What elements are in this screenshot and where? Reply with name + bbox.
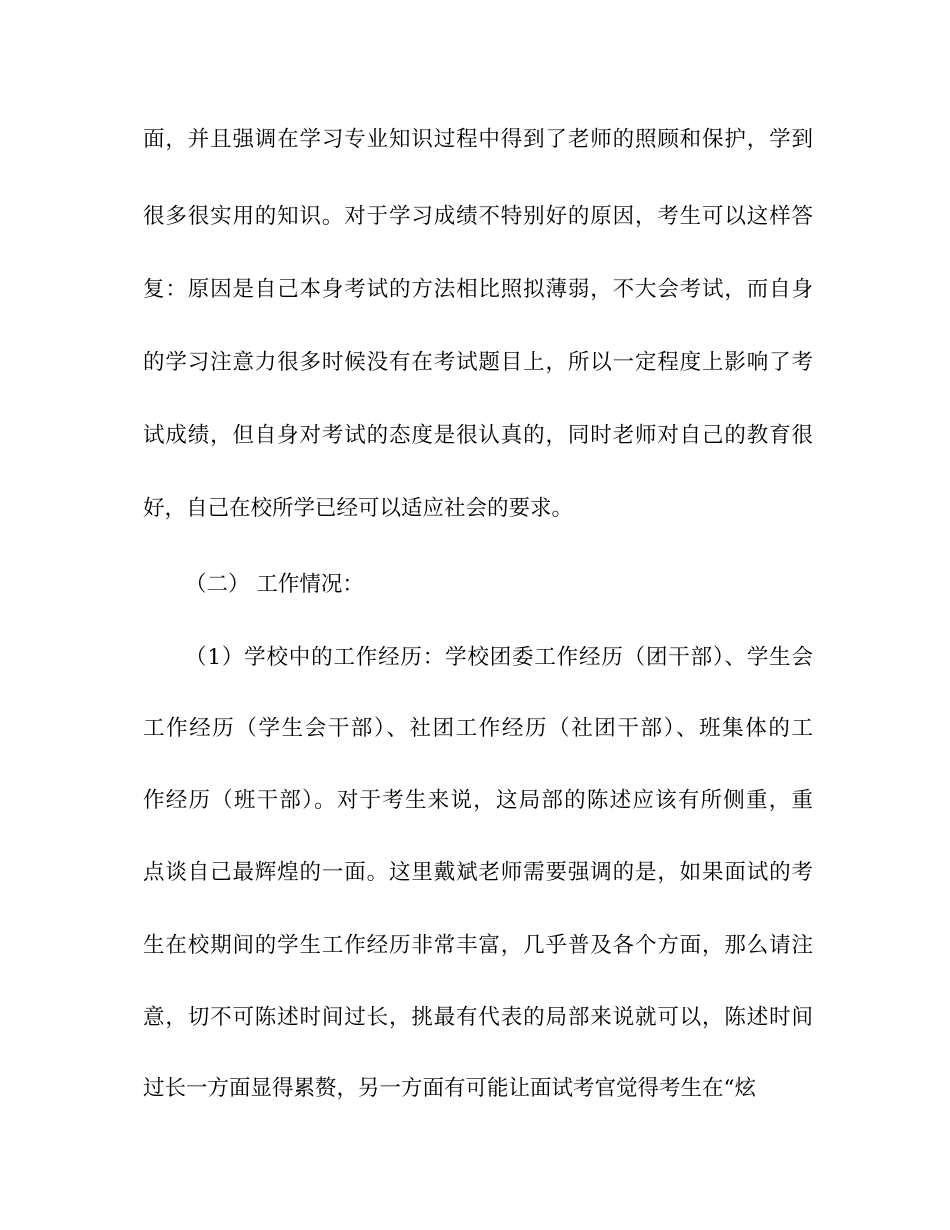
paragraph-line: 过长一方面显得累赘，另一方面有可能让面试考官觉得考生在“炫 <box>143 1076 756 1101</box>
paragraph-line: 生在校期间的学生工作经历非常丰富，几乎普及各个方面，那么请注 <box>143 933 813 958</box>
paragraph-line: 试成绩，但自身对考试的态度是很认真的，同时老师对自己的教育很 <box>143 423 813 448</box>
paragraph-line: 很多很实用的知识。对于学习成绩不特别好的原因，考生可以这样答 <box>143 204 813 229</box>
paragraph-line: 复：原因是自己本身考试的方法相比照拟薄弱，不大会考试，而自身 <box>143 277 813 302</box>
paragraph-line: （1）学校中的工作经历：学校团委工作经历（团干部）、学生会 <box>185 645 813 670</box>
paragraph-line: 点谈自己最辉煌的一面。这里戴斌老师需要强调的是，如果面试的考 <box>143 860 813 885</box>
paragraph-line: 好，自己在校所学已经可以适应社会的要求。 <box>143 496 574 521</box>
paragraph-line: 工作经历（学生会干部）、社团工作经历（社团干部）、班集体的工 <box>143 716 813 741</box>
paragraph-line: 意，切不可陈述时间过长，挑最有代表的局部来说就可以，陈述时间 <box>143 1005 813 1030</box>
paragraph-line: 面，并且强调在学习专业知识过程中得到了老师的照顾和保护，学到 <box>143 127 813 152</box>
paragraph-line: 作经历（班干部）。对于考生来说，这局部的陈述应该有所侧重，重 <box>143 788 813 813</box>
section-heading: （二） 工作情况： <box>185 572 364 597</box>
paragraph-line: 的学习注意力很多时候没有在考试题目上，所以一定程度上影响了考 <box>143 350 813 375</box>
